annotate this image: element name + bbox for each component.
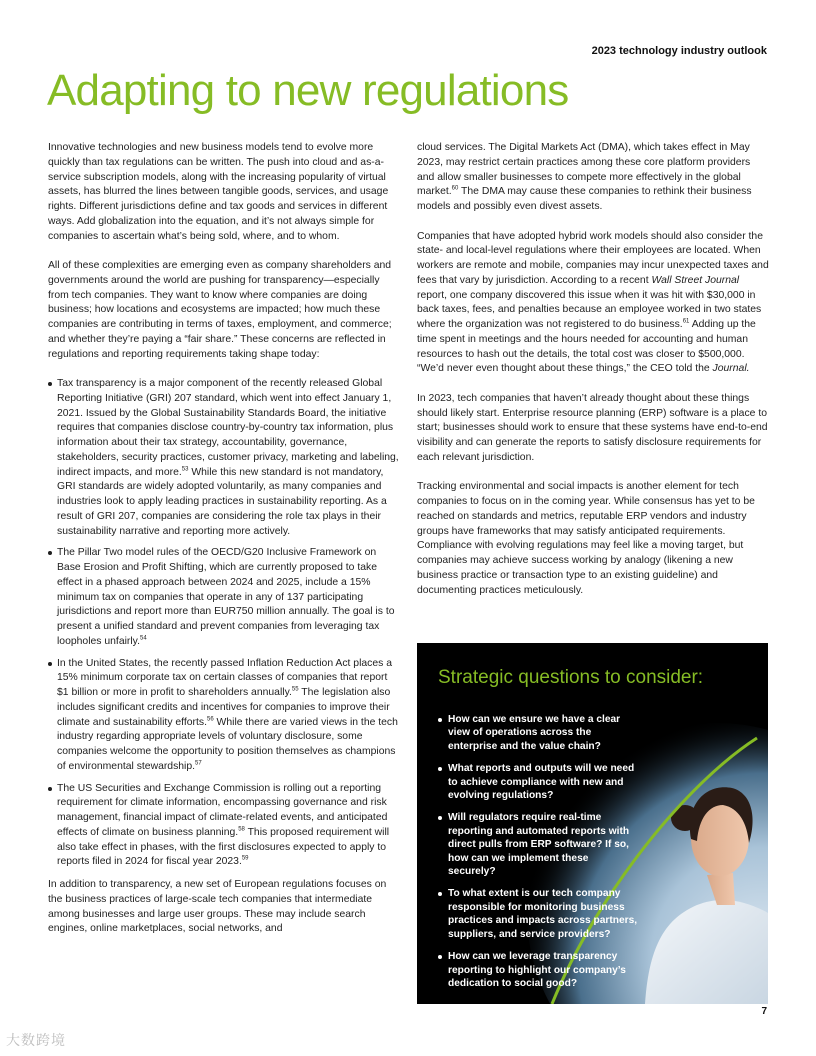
list-item: Tax transparency is a major component of the recently released Global Reporting Initiative (GRI) 207 standard, which went into effect January 1, 2021. Issued by the Global Sustainability Standards Board, the initiative requires that companies disclose country-by-country tax information, plus information about their tax strategy, accountability, governance, stakeholders, security practices, customer privacy, marketing and labeling, indirect impacts, and more.$^{53}$ While this new standard is not mandatory, GRI standards are widely adopted voluntarily, as many companies and industries look to apply leading practices in sustainability reporting. As a result of GRI 207, companies are considering the role tax plays in their sustainability narrative and reporting more actively. (48, 377, 400, 539)
bullet-icon (438, 955, 442, 959)
callout-title: Strategic questions to consider: (438, 667, 704, 688)
bullet-icon (438, 892, 442, 896)
paragraph: In 2023, tech companies that haven’t already thought about these things should likely start. Enterprise resource planning (ERP) software is a place to start; businesses should work to ensure that these systems have end-to-end visibility and can generate the reports to satisfy disclosure requirements for each relevant jurisdiction. (417, 392, 768, 463)
footnote-ref: 54 (139, 635, 147, 642)
running-header: 2023 technology industry outlook (591, 45, 767, 57)
paragraph: Innovative technologies and new business models tend to evolve more quickly than tax regulations can be written. The push into cloud and as-a-service subscription models, along with the increasing popularity of virtual assets, has blurred the lines between tangible goods, services, and usage rights. Different jurisdictions define and tax goods and services in different ways. Add globalization into the equation, and it’s not always simple for companies to ascertain what’s being sold, where, and to whom. (48, 142, 389, 242)
list-item: The Pillar Two model rules of the OECD/G20 Inclusive Framework on Base Erosion and Profit Shifting, which are currently proposed to take effect in a phased approach between 2024 and 2025, include a 15% minimum tax on companies that operate in any of 137 participating jurisdictions and report more than EUR750 million annually. The goal is to present a unified standard and prevent companies from leveraging tax loopholes unfairly.$^{54}$ (48, 546, 400, 649)
watermark: 大数跨境 (6, 1032, 66, 1048)
strategic-questions-callout (417, 643, 768, 1004)
footnote-ref: 58 (238, 826, 245, 833)
bullet-icon (48, 787, 52, 791)
question-item: What reports and outputs will we need to achieve compliance with new and evolving regulations? (438, 762, 638, 802)
regulation-list (48, 377, 400, 870)
paragraph: Companies that have adopted hybrid work models should also consider the state- and local-level regulations where their employees are located. When workers are remote and mobile, companies may incur unexpected taxes and fees that vary by jurisdiction. According to a recent Wall Street Journal report, one company discovered this issue when it was hit with $30,000 in back taxes, fees, and penalties because an employee worked in two states where the organization was not registered to do business.$^{61}$ Adding up the time spent in meetings and the hours needed for accounting and human resources to hash out the details, the total cost was closer to $500,000. “We’d never even thought about these things,” the CEO told the Journal. (417, 230, 769, 375)
footnote-ref: 56 (206, 716, 214, 723)
question-item: How can we leverage transparency reporting to highlight our company’s dedication to social good? (438, 950, 638, 990)
footnote-ref: 59 (241, 855, 249, 862)
list-item: The US Securities and Exchange Commission is rolling out a reporting requirement for climate information, encompassing governance and risk management, financial impact of climate-related events, and anticipated effects of climate on business planning.$^{58}$ This proposed requirement will also take effect in phases, with the first disclosures expected to apply to reports filed in 2024 for fiscal year 2023.59 (48, 782, 400, 871)
footnote-ref: 60 (451, 185, 459, 192)
questions-list (438, 713, 638, 999)
list-item: In the United States, the recently passed Inflation Reduction Act places a 15% minimum corporate tax on certain classes of companies that report $1 billion or more in profit to shareholders annually.$^{55}$ The legislation also includes significant credits and incentives for companies to improve their climate and sustainability efforts.$^{56}$ While there are varied views in the tech industry regarding appropriate levels of voluntary disclosure, some companies welcome the opportunity to position themselves as champions of environmental stewardship.$^{57}$ (48, 657, 400, 775)
right-column (417, 141, 769, 613)
paragraph: cloud services. The Digital Markets Act (DMA), which takes effect in May 2023, may restrict certain practices among these core platform providers and allow smaller businesses to compete more effectively in the global market.$^{60}$ The DMA may cause these companies to rethink their business models and possibly even divest assets. (417, 142, 752, 212)
footnote-ref: 57 (195, 760, 202, 767)
bullet-icon (48, 662, 52, 666)
question-item: To what extent is our tech company responsible for monitoring business practices and impacts across partners, suppliers, and service providers? (438, 887, 638, 941)
bullet-icon (438, 767, 442, 771)
page-title: Adapting to new regulations (47, 66, 569, 115)
footnote-ref: 55 (291, 686, 299, 693)
left-column (48, 141, 400, 952)
footnote-ref: 53 (181, 466, 189, 473)
bullet-icon (48, 382, 52, 386)
publication-name: Journal. (712, 363, 750, 375)
bullet-icon (48, 551, 52, 555)
paragraph: All of these complexities are emerging even as company shareholders and governments around the world are pushing for transparency—especially from tech companies. They want to know where companies are doing business; how locations and ecosystems are impacted; how much these companies are contributing in terms of taxes, employment, and commerce; and whether they’re paying a “fair share.” These concerns are reflected in regulations and reporting requirements taking shape today: (48, 260, 392, 360)
question-item: How can we ensure we have a clear view of operations across the enterprise and the value chain? (438, 713, 638, 753)
paragraph: In addition to transparency, a new set of European regulations focuses on the business practices of large-scale tech companies that intermediate among businesses and large user groups. These may include search engines, online marketplaces, social networks, and (48, 879, 387, 935)
publication-name: Wall Street Journal (651, 274, 740, 286)
footnote-ref: 61 (682, 318, 690, 325)
bullet-icon (438, 816, 442, 820)
question-item: Will regulators require real-time reporting and automated reports with direct pulls from ERP software? If so, how can we implement these securely? (438, 811, 638, 878)
bullet-icon (438, 718, 442, 722)
paragraph: Tracking environmental and social impacts is another element for tech companies to focus on in the coming year. While consensus has yet to be reached on standards and metrics, reputable ERP vendors and industry groups have frameworks that may satisfy anticipated requirements. Compliance with evolving regulations may feel like a moving target, but companies may achieve success working by analogy (likening a new business practice or transaction type to an existing guideline) and documenting practices meticulously. (417, 481, 755, 596)
page-number: 7 (761, 1006, 767, 1017)
